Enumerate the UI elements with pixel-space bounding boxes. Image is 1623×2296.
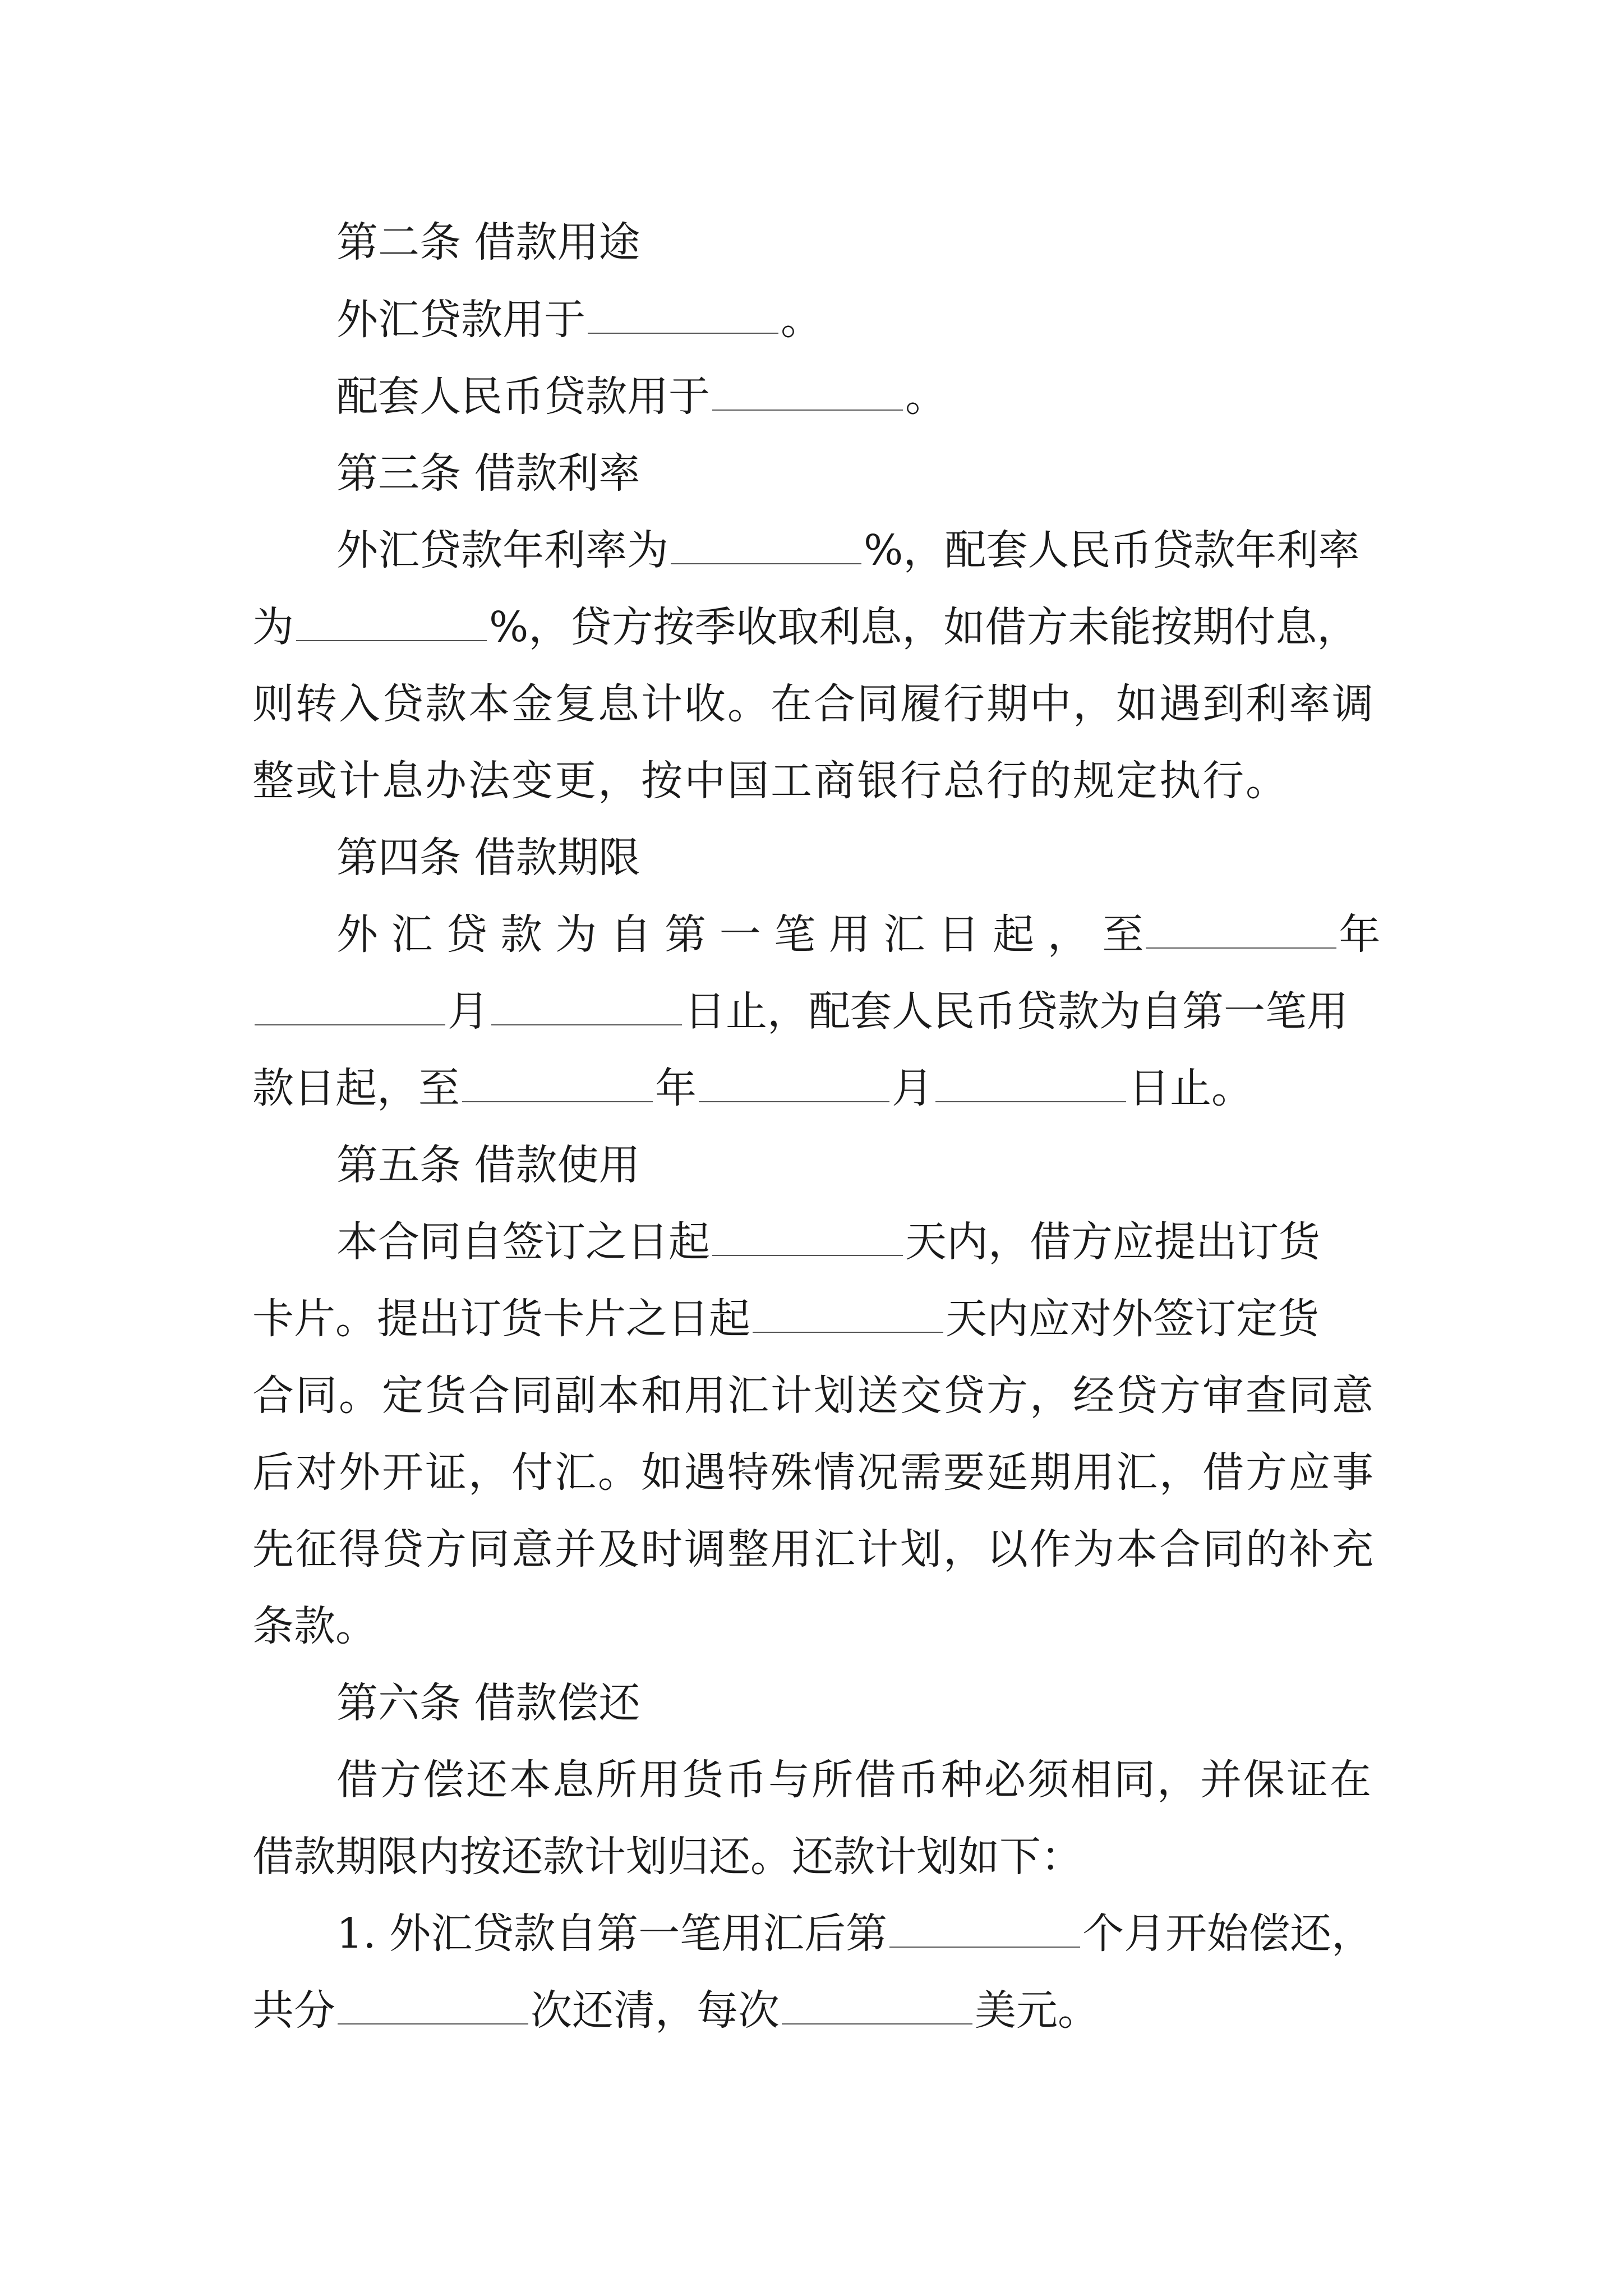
article-3-line-3: 则转入贷款本金复息计收。在合同履行期中，如遇到利率调 xyxy=(252,680,1375,728)
article-5-line-4: 后对外开证，付汇。如遇特殊情况需要延期用汇，借方应事 xyxy=(252,1448,1375,1497)
text: 。 xyxy=(905,372,947,421)
blank-field xyxy=(588,297,778,334)
text: 卡片。提出订货卡片之日起 xyxy=(252,1295,750,1343)
article-4-heading: 第四条 借款期限 xyxy=(336,834,640,882)
text: 1. 外汇贷款自第一笔用汇后第 xyxy=(336,1910,888,1958)
article-5-line-6: 条款。 xyxy=(252,1602,377,1650)
article-2-heading: 第二条 借款用途 xyxy=(336,218,640,266)
article-3-line-2 xyxy=(252,599,1380,655)
text: 次还清，每次 xyxy=(531,1986,780,2035)
blank-field xyxy=(699,1065,889,1102)
article-2-para-1 xyxy=(336,292,1464,348)
text: 配套人民币贷款用于 xyxy=(336,372,710,421)
article-4-line-3 xyxy=(252,1060,1380,1116)
text: 款日起，至 xyxy=(252,1064,460,1112)
text: 外汇贷款用于 xyxy=(336,296,585,344)
article-5-line-2 xyxy=(252,1291,1380,1347)
text: 个月开始偿还， xyxy=(1082,1910,1373,1958)
text: 外汇贷款年利率为 xyxy=(336,526,668,574)
text: 。 xyxy=(781,296,822,344)
text: 月 xyxy=(448,987,489,1036)
text: 月 xyxy=(892,1064,933,1112)
article-3-heading: 第三条 借款利率 xyxy=(336,449,640,498)
blank-field xyxy=(296,604,487,641)
article-6-line-2: 借款期限内按还款计划归还。还款计划如下： xyxy=(252,1833,1082,1881)
article-2-para-2 xyxy=(336,369,1464,425)
text: 年 xyxy=(655,1064,697,1112)
article-5-line-5: 先征得贷方同意并及时调整用汇计划，以作为本合同的补充 xyxy=(252,1525,1375,1573)
blank-field xyxy=(255,988,445,1025)
text: 为 xyxy=(252,603,294,651)
text: 外 汇 贷 款 为 自 第 一 笔 用 汇 日 起 ， 至 xyxy=(336,910,1144,959)
article-4-line-1 xyxy=(336,907,1380,963)
article-6-item-2 xyxy=(252,1982,1380,2039)
blank-field xyxy=(753,1296,943,1333)
blank-field xyxy=(338,1987,528,2024)
text: %，贷方按季收取利息，如借方未能按期付息， xyxy=(489,603,1359,651)
blank-field xyxy=(671,527,861,564)
text: 年 xyxy=(1339,910,1381,959)
article-4-line-2 xyxy=(252,983,1380,1039)
article-6-line-1: 借方偿还本息所用货币与所借币种必须相同，并保证在 xyxy=(336,1756,1373,1804)
blank-field xyxy=(712,1219,903,1256)
blank-field xyxy=(782,1987,972,2024)
article-6-item-1 xyxy=(336,1906,1380,1962)
blank-field xyxy=(889,1911,1080,1948)
article-6-heading: 第六条 借款偿还 xyxy=(336,1679,640,1727)
text: 天内应对外签订定货 xyxy=(946,1295,1319,1343)
text: 日止。 xyxy=(1128,1064,1253,1112)
blank-field xyxy=(1146,912,1336,949)
article-5-heading: 第五条 借款使用 xyxy=(336,1141,640,1189)
text: 本合同自签订之日起 xyxy=(336,1218,710,1266)
blank-field xyxy=(462,1065,653,1102)
article-3-line-4: 整或计息办法变更，按中国工商银行总行的规定执行。 xyxy=(252,757,1289,805)
text: %，配套人民币贷款年利率 xyxy=(864,526,1360,574)
text: 共分 xyxy=(252,1986,335,2035)
article-5-line-1 xyxy=(336,1214,1380,1270)
blank-field xyxy=(712,374,903,411)
article-5-line-3: 合同。定货合同副本和用汇计划送交贷方，经贷方审查同意 xyxy=(252,1372,1375,1420)
text: 美元。 xyxy=(975,1986,1099,2035)
article-3-line-1 xyxy=(336,522,1380,578)
text: 日止，配套人民币贷款为自第一笔用 xyxy=(684,987,1348,1036)
blank-field xyxy=(935,1065,1126,1102)
text: 天内，借方应提出订货 xyxy=(905,1218,1320,1266)
blank-field xyxy=(491,988,682,1025)
